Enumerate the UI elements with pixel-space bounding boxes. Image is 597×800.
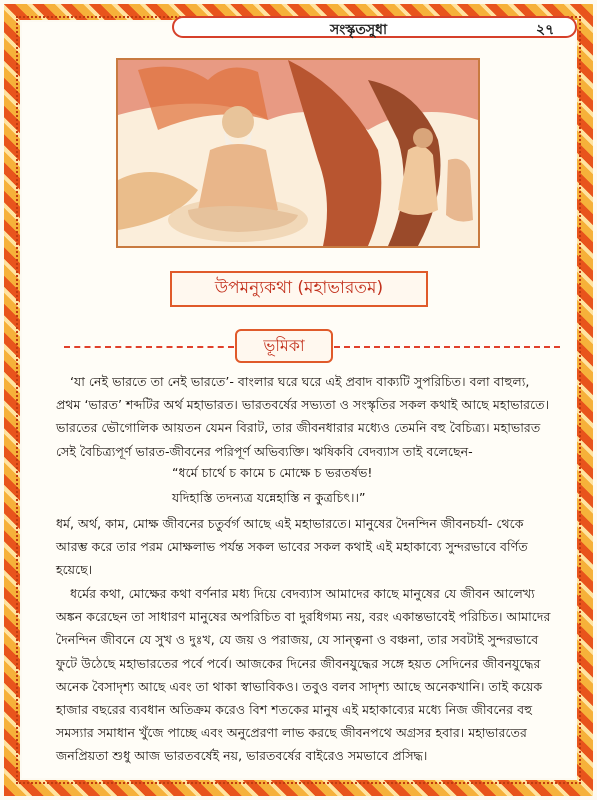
paragraph-chaturvarga — [56, 512, 564, 582]
paragraph-dharma — [56, 582, 564, 768]
text-line: ফুটে উঠেছে মহাভারতের পর্বে পর্বে। আজকের দিনের জীবনযুদ্ধের সঙ্গে হয়ত সেদিনের জীবনযুদ্ধের — [56, 655, 541, 671]
verse-line: “ধর্মে চার্থে চ কামে চ মোক্ষে চ ভরতর্ষভ! — [172, 465, 373, 480]
text-line: আরম্ভ করে তার পরম মোক্ষলাভ পর্যন্ত সকল ভাবের সকল কথাই এই মহাকাব্যে সুন্দরভাবে বর্ণিত — [56, 539, 528, 555]
text-line: ভারতের ভৌগোলিক আয়তন যেমন বিরাট, তার জীবনধারার মধ্যেও তেমনি বহু বৈচিত্র্য। মহাভারত — [56, 420, 541, 436]
verse-line: যদিহাস্তি তদন্যত্র যন্নেহাস্তি ন কুত্রচিৎ।।” — [172, 490, 366, 505]
book-title: সংস্কৃতসুধা — [330, 22, 388, 38]
text-line: ‘যা নেই ভারতে তা নেই ভারতে’- বাংলার ঘরে ঘরে এই প্রবাদ বাক্যটি সুপরিচিত। বলা বাহুল্য, — [70, 374, 530, 389]
text-line: জনপ্রিয়তা শুধু আজ ভারতবর্ষেই নয়, ভারতবর্ষের বাইরেও সমভাবে প্রসিদ্ধ। — [56, 748, 428, 764]
chapter-title: উপমন্যুকথা (মহাভারতম) — [170, 271, 428, 307]
page-number: ২৭ — [536, 22, 555, 38]
text-line: সমস্যার সমাধান খুঁজে পাচ্ছে এবং অনুপ্রেরণা লাভ করছে জীবনপথে অগ্রসর হবার। মহাভারতের — [56, 725, 527, 741]
text-line: সেই বৈচিত্র্যপূর্ণ ভারত-জীবনের পরিপূর্ণ অভিব্যক্তি। ঋষিকবি বেদব্যাস তাই বলেছেন- — [56, 443, 473, 459]
text-line: ধর্ম, অর্থ, কাম, মোক্ষ জীবনের চতুর্বর্গ আছে এই মহাভারতে। মানুষের দৈনন্দিন জীবনচর্যা- থেকে — [56, 516, 524, 531]
text-line: দৈনন্দিন জীবনে যে সুখ ও দুঃখ, যে জয় ও পরাজয়, যে সান্ত্বনা ও বঞ্চনা, তার সবটাই সুন্দরভাবে — [56, 632, 539, 648]
paragraph-intro — [56, 370, 564, 463]
divider-right — [334, 346, 560, 348]
text-line: হয়েছে। — [56, 562, 93, 578]
text-line: ধর্মের কথা, মোক্ষের কথা বর্ণনার মধ্য দিয়ে বেদব্যাস আমাদের কাছে মানুষের যে জীবন আলেখ্য — [70, 586, 535, 601]
text-line: অঙ্কন করেছেন তা সাধারণ মানুষের অপরিচিত বা দুরধিগম্য নয়, বরং একান্তভাবেই পরিচিত। আমাদের — [56, 609, 551, 625]
divider-left — [64, 346, 234, 348]
text-line: হাজার বছরের ব্যবধান অতিক্রম করেও বিশ শতকের মানুষ এই মহাকাব্যের মধ্যে নিজ জীবনের বহু — [56, 702, 533, 718]
sage-illustration — [116, 58, 480, 248]
section-heading: ভূমিকা — [235, 329, 333, 363]
text-line: অনেক বৈসাদৃশ্য আছে এবং তা থাকা স্বাভাবিকও। তবুও বলব সাদৃশ্য আছে অনেকখানি। তাই কয়েক — [56, 678, 543, 694]
text-line: প্রথম ‘ভারত’ শব্দটির অর্থ মহাভারত। ভারতবর্ষের সভ্যতা ও সংস্কৃতির সকল কথাই আছে মহাভারতে। — [56, 397, 550, 413]
